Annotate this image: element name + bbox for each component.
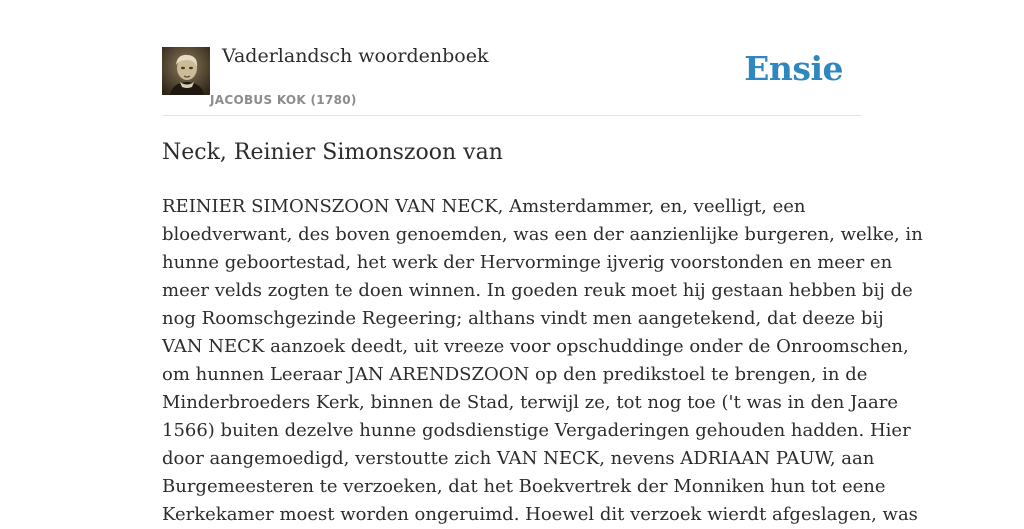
entry-line: nog Roomschgezinde Regeering; althans vindt men aangetekend, dat deeze bij	[162, 308, 884, 329]
author-label[interactable]: JACOBUS KOK (1780)	[210, 93, 357, 107]
entry-line: 1566) buiten dezelve hunne godsdienstige Vergaderingen gehouden hadden. Hier	[162, 420, 911, 441]
entry-line: Kerkekamer moest worden ongeruimd. Hoewel dit verzoek wierdt afgeslagen, was	[162, 504, 918, 525]
entry-line: door aangemoedigd, verstoutte zich VAN NECK, nevens ADRIAAN PAUW, aan	[162, 448, 875, 469]
entry-line: REINIER SIMONSZOON VAN NECK, Amsterdammer, en, veelligt, een	[162, 196, 806, 217]
entry-line: om hunnen Leeraar JAN ARENDSZOON op den predikstoel te brengen, in de	[162, 364, 868, 385]
entry-line: Minderbroeders Kerk, binnen de Stad, terwijl ze, tot nog toe ('t was in den Jaare	[162, 392, 899, 413]
entry-title: Neck, Reinier Simonszoon van	[162, 140, 503, 165]
entry-line: VAN NECK aanzoek deedt, uit vreeze voor opschuddinge onder de Onroomschen,	[162, 336, 909, 357]
entry-line: bloedverwant, des boven genoemden, was een der aanzienlijke burgeren, welke, in	[162, 224, 923, 245]
ensie-logo[interactable]: Ensie	[744, 49, 843, 88]
entry-line: Burgemeesteren te verzoeken, dat het Boekvertrek der Monniken hun tot eene	[162, 476, 886, 497]
entry-body	[162, 193, 923, 529]
entry-line: hunne geboortestad, het werk der Hervorminge ijverig voorstonden en meer en	[162, 252, 893, 273]
entry-line: meer velds zogten te doen winnen. In goeden reuk moet hij gestaan hebben bij de	[162, 280, 913, 301]
portrait-image	[162, 47, 210, 95]
header-divider	[162, 115, 862, 116]
book-title[interactable]: Vaderlandsch woordenboek	[222, 45, 489, 67]
portrait-icon[interactable]	[162, 47, 210, 95]
